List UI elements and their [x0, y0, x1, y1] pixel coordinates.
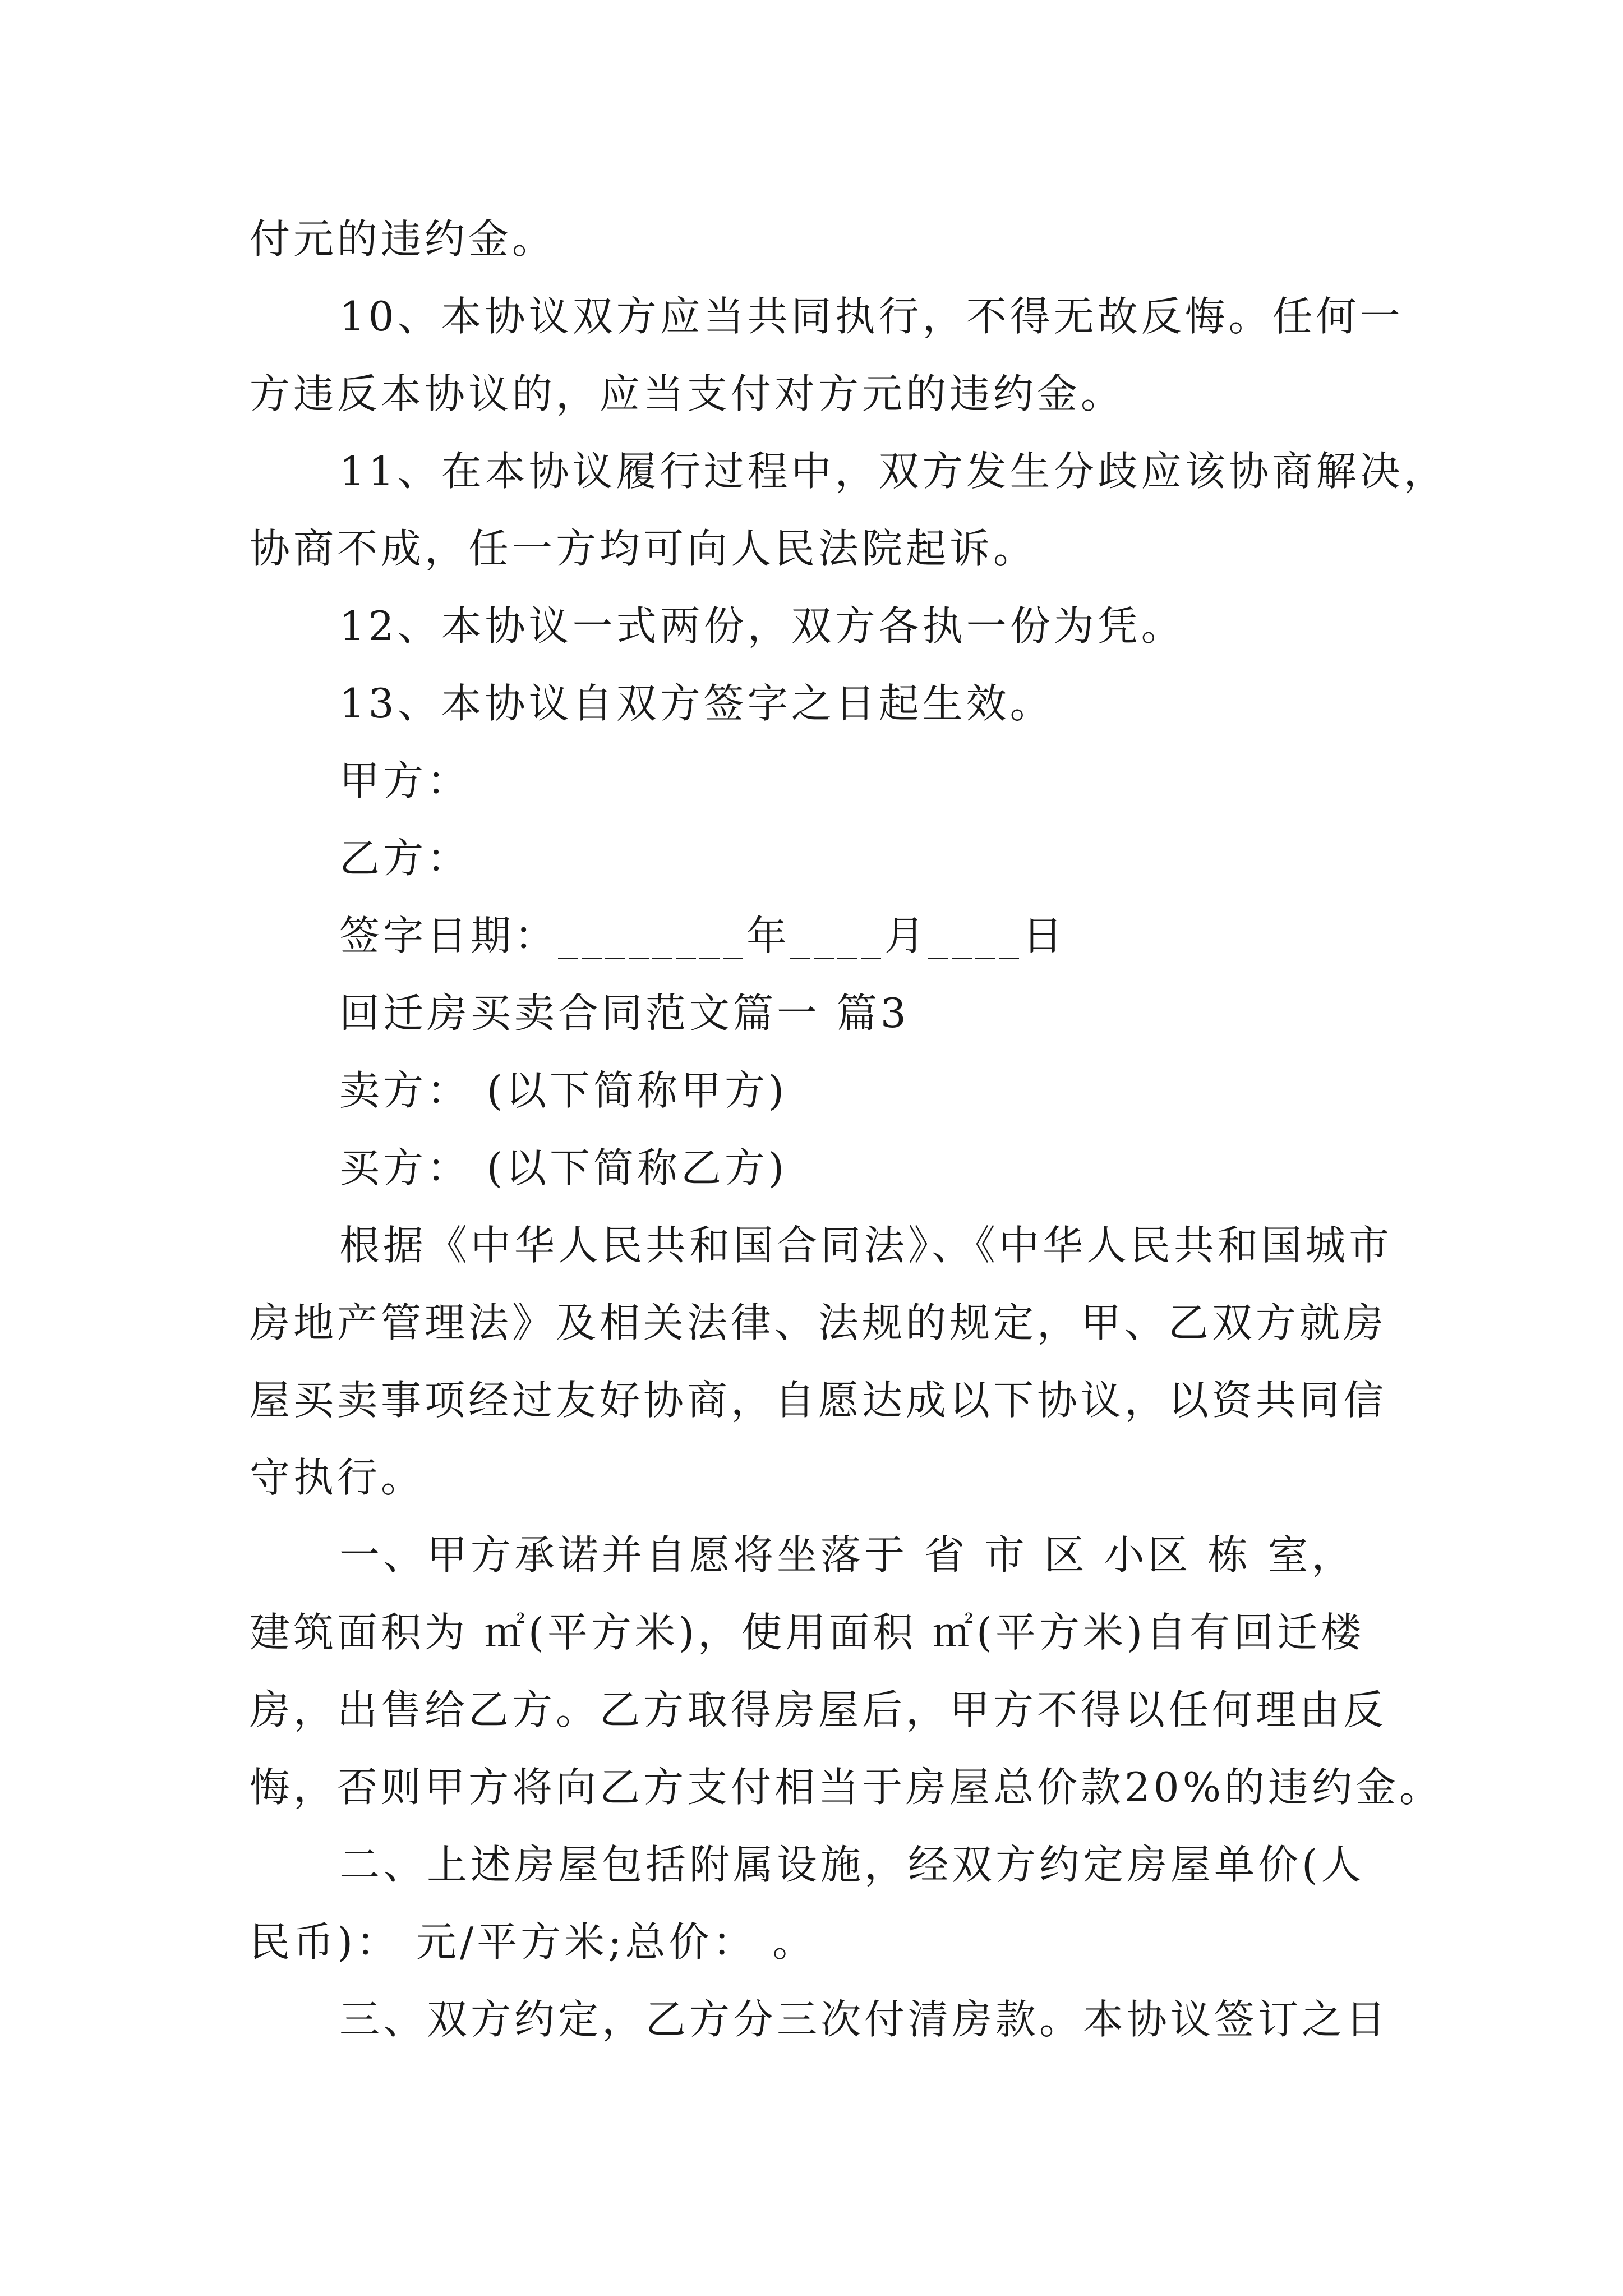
- section-title: 回迁房买卖合同范文篇一 篇3: [339, 990, 910, 1037]
- text-line: 10、本协议双方应当共同执行，不得无故反悔。任何一: [339, 293, 1404, 340]
- text-line: 11、在本协议履行过程中，双方发生分歧应该协商解决，: [339, 448, 1447, 495]
- text-line: 根据《中华人民共和国合同法》、《中华人民共和国城市: [339, 1222, 1393, 1269]
- party-a-label: 甲方：: [339, 757, 471, 804]
- text-line: 方违反本协议的，应当支付对方元的违约金。: [250, 370, 1125, 417]
- sign-date-line: 签字日期：________年____月____日: [339, 912, 1067, 959]
- text-line: 悔，否则甲方将向乙方支付相当于房屋总价款20%的违约金。: [250, 1764, 1444, 1811]
- text-line: 三、双方约定，乙方分三次付清房款。本协议签订之日: [339, 1996, 1390, 2043]
- text-line: 13、本协议自双方签字之日起生效。: [339, 680, 1054, 727]
- party-b-label: 乙方：: [339, 835, 471, 882]
- buyer-line: 买方： (以下简称乙方): [339, 1144, 788, 1191]
- text-line: 二、上述房屋包括附属设施，经双方约定房屋单价(人: [339, 1841, 1365, 1888]
- text-line: 12、本协议一式两份，双方各执一份为凭。: [339, 602, 1185, 650]
- text-line: 民币)： 元/平方米;总价： 。: [250, 1918, 817, 1966]
- text-line: 协商不成，任一方均可向人民法院起诉。: [250, 525, 1038, 572]
- text-line: 房地产管理法》及相关法律、法规的规定，甲、乙双方就房: [250, 1299, 1387, 1346]
- text-line: 屋买卖事项经过友好协商，自愿达成以下协议，以资共同信: [250, 1377, 1387, 1424]
- text-line: 守执行。: [250, 1454, 425, 1501]
- text-line: 付元的违约金。: [250, 215, 556, 263]
- text-line: 建筑面积为 ㎡(平方米)，使用面积 ㎡(平方米)自有回迁楼: [250, 1609, 1365, 1656]
- seller-line: 卖方： (以下简称甲方): [339, 1067, 788, 1114]
- text-line: 一、甲方承诺并自愿将坐落于 省 市 区 小区 栋 室，: [339, 1531, 1355, 1579]
- text-line: 房，出售给乙方。乙方取得房屋后，甲方不得以任何理由反: [250, 1686, 1387, 1733]
